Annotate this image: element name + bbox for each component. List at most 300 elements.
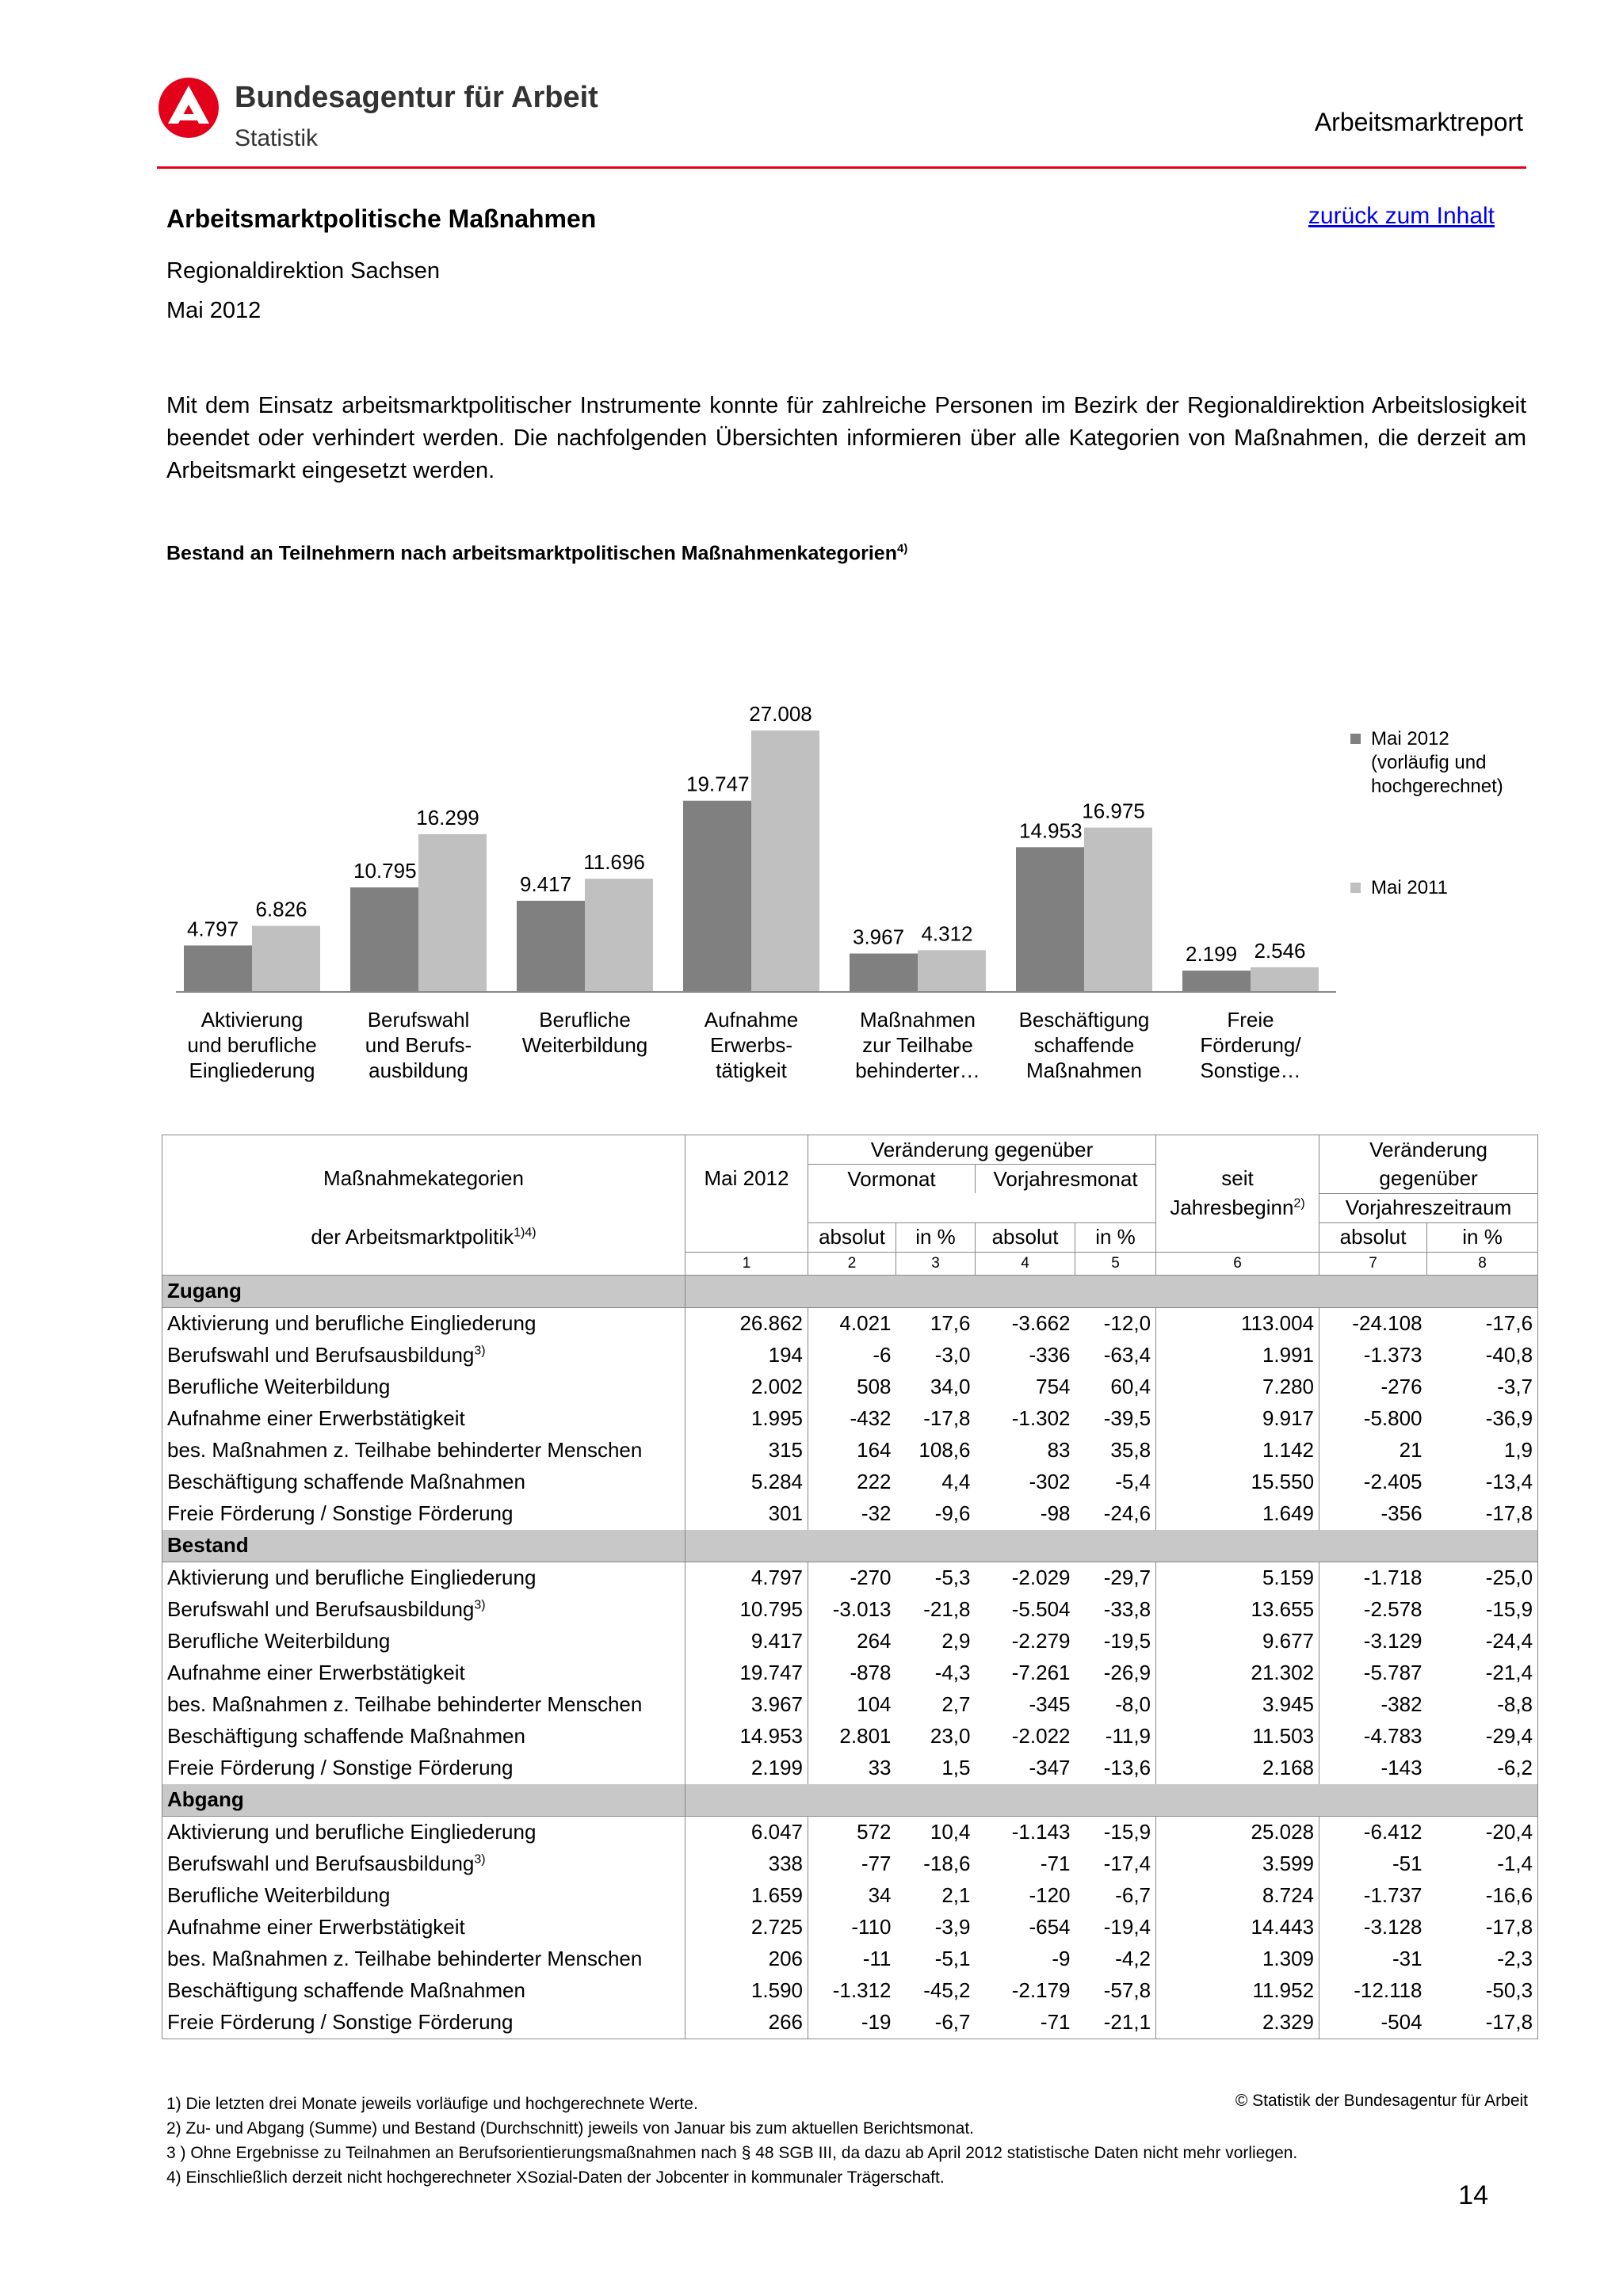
- cell-value: -19: [808, 2007, 896, 2039]
- cell-value: -4,3: [934, 1661, 971, 1684]
- cell-value: -3,0: [934, 1343, 971, 1367]
- header-cell-blank: [685, 1135, 808, 1165]
- cell-value: -5,1: [934, 1947, 971, 1970]
- cell-value: -5.787: [1363, 1661, 1423, 1684]
- section-fill: [685, 1784, 1538, 1817]
- category-label: Freie: [1227, 1008, 1274, 1032]
- category-label: Förderung/: [1200, 1033, 1301, 1057]
- bar-1-0: [252, 926, 320, 992]
- row-footnote: 3): [474, 1852, 486, 1867]
- cell-value: 6.047: [685, 1816, 808, 1848]
- cell-value: -98: [1040, 1501, 1071, 1525]
- cell-value: 1,9: [1427, 1435, 1538, 1466]
- cell-value: -356: [1381, 1501, 1423, 1525]
- cell-value: -11: [862, 1947, 892, 1970]
- bar-label-0-5: 14.953: [1019, 818, 1083, 843]
- cell-value: -1.737: [1363, 1883, 1423, 1907]
- cell-value: -5,4: [1075, 1466, 1156, 1498]
- cell-value: -16,6: [1427, 1880, 1538, 1912]
- cell-value: 1.309: [1156, 1943, 1319, 1975]
- cell-value: -6.412: [1363, 1820, 1423, 1844]
- table-row: [162, 1943, 1538, 1975]
- legend-label: Mai 2011: [1371, 877, 1448, 898]
- cell-value: -8,0: [1075, 1689, 1156, 1721]
- row-label: Beschäftigung schaffende Maßnahmen: [162, 1975, 685, 2007]
- cell-value: -3,9: [934, 1915, 971, 1939]
- bar-0-0: [184, 945, 252, 992]
- cell-value: -9,6: [934, 1501, 971, 1525]
- cell-value: -2,3: [1427, 1943, 1538, 1975]
- section-fill: [685, 1530, 1538, 1562]
- measures-table: [162, 1135, 1538, 2039]
- cell-value: 3.967: [685, 1689, 808, 1721]
- cell-value: 9.677: [1156, 1626, 1319, 1657]
- col-number: 3: [896, 1252, 976, 1275]
- cell-value: -345: [1029, 1692, 1071, 1716]
- row-footnote: 3): [474, 1344, 486, 1358]
- cell-value: -9: [1052, 1947, 1071, 1970]
- bar-0-1: [350, 887, 418, 992]
- table-row: [162, 1498, 1538, 1530]
- cell-value: -6,7: [1075, 1880, 1156, 1912]
- cell-value: -36,9: [1427, 1403, 1538, 1435]
- cell-value: -3.013: [832, 1597, 892, 1621]
- row-label: bes. Maßnahmen z. Teilhabe behinderter Menschen: [162, 1689, 685, 1721]
- cell-value: -45,2: [923, 1978, 971, 2002]
- category-label: zur Teilhabe: [862, 1033, 973, 1057]
- table-row: [162, 1657, 1538, 1689]
- header-cat2: der Arbeitsmarktpolitik$^{1)4)}$: [162, 1222, 685, 1252]
- participants-bar-chart: [158, 673, 1522, 1085]
- bar-label-1-4: 4.312: [921, 921, 973, 946]
- col-number: 5: [1075, 1252, 1156, 1275]
- report-month: Mai 2012: [166, 298, 262, 323]
- category-label: Weiterbildung: [521, 1033, 648, 1057]
- cell-value: 23,0: [930, 1724, 971, 1748]
- cell-value: -2.279: [1011, 1629, 1071, 1653]
- cell-value: -21,1: [1075, 2007, 1156, 2039]
- cell-value: -26,9: [1075, 1657, 1156, 1689]
- cell-value: 9.417: [685, 1626, 808, 1657]
- cell-value: -12,0: [1075, 1307, 1156, 1340]
- header-seit2-footnote: 2): [1293, 1196, 1305, 1211]
- bar-label-1-1: 16.299: [416, 805, 479, 830]
- report-title: Arbeitsmarktreport: [1314, 108, 1523, 136]
- cell-value: 338: [685, 1848, 808, 1880]
- cell-value: 194: [685, 1340, 808, 1371]
- cell-value: -1.143: [1011, 1820, 1071, 1844]
- cell-value: -77: [861, 1852, 892, 1875]
- cell-value: 3.599: [1156, 1848, 1319, 1880]
- cell-value: -432: [850, 1406, 892, 1430]
- bar-label-0-1: 10.795: [353, 859, 417, 883]
- row-label: Berufliche Weiterbildung: [162, 1626, 685, 1657]
- header-absolut: absolut: [976, 1222, 1075, 1252]
- cell-value: 266: [685, 2007, 808, 2039]
- legend-swatch-1: [1350, 883, 1361, 893]
- table-row: [162, 1403, 1538, 1435]
- cell-value: 7.280: [1156, 1371, 1319, 1403]
- cell-value: 2.002: [685, 1371, 808, 1403]
- cell-value: -3.662: [1011, 1311, 1071, 1335]
- header-cell-blank: [162, 1193, 685, 1222]
- bar-label-1-6: 2.546: [1254, 938, 1306, 963]
- header-cat2-footnote: 1)4): [514, 1226, 537, 1240]
- cell-value: -5.504: [1011, 1597, 1071, 1621]
- table-row: [162, 1975, 1538, 2007]
- category-label: behinderter…: [855, 1058, 980, 1082]
- row-label: Berufswahl und Berufsausbildung$^{3)}$: [162, 1340, 685, 1371]
- cell-value: 572: [857, 1820, 892, 1844]
- bar-0-2: [517, 901, 585, 992]
- table-row: [162, 1371, 1538, 1403]
- col-number: 6: [1156, 1252, 1319, 1275]
- cell-value: -1.718: [1363, 1566, 1423, 1589]
- header-seit2: Jahresbeginn$^{2)}$: [1156, 1193, 1319, 1222]
- cell-value: 4.797: [685, 1562, 808, 1594]
- cell-value: -51: [1392, 1852, 1423, 1875]
- table-row: [162, 1721, 1538, 1753]
- cell-value: -336: [1029, 1343, 1071, 1367]
- bar-0-4: [850, 954, 918, 992]
- header-divider: [157, 166, 1526, 169]
- cell-value: 21: [1399, 1438, 1423, 1462]
- bar-1-6: [1251, 967, 1319, 992]
- category-label: Sonstige…: [1200, 1058, 1301, 1082]
- cell-value: 2.199: [685, 1753, 808, 1784]
- table-row: [162, 1435, 1538, 1466]
- cell-value: 301: [685, 1498, 808, 1530]
- bar-label-1-0: 6.826: [255, 897, 307, 921]
- cell-value: 11.503: [1156, 1721, 1319, 1753]
- table-row: [162, 1466, 1538, 1498]
- cell-value: 21.302: [1156, 1657, 1319, 1689]
- cell-value: 4,4: [941, 1470, 971, 1493]
- cell-value: -276: [1381, 1375, 1423, 1398]
- cell-value: 2,1: [941, 1883, 971, 1907]
- row-label: Berufswahl und Berufsausbildung$^{3)}$: [162, 1848, 685, 1880]
- cell-value: 19.747: [685, 1657, 808, 1689]
- category-label: und berufliche: [187, 1033, 317, 1057]
- col-number: 7: [1319, 1252, 1427, 1275]
- cell-value: -17,8: [1427, 2007, 1538, 2039]
- header-seit1: seit: [1156, 1165, 1319, 1194]
- header-cell-blank: [1156, 1222, 1319, 1252]
- bar-label-0-0: 4.797: [187, 917, 239, 941]
- category-label: Aktivierung: [200, 1008, 304, 1032]
- bar-1-2: [585, 879, 653, 992]
- cell-value: 2,7: [941, 1692, 971, 1716]
- section-title: Abgang: [162, 1784, 685, 1817]
- cell-value: 113.004: [1156, 1307, 1319, 1340]
- cell-value: -120: [1029, 1883, 1071, 1907]
- table-row: [162, 1689, 1538, 1721]
- header-absolut: absolut: [808, 1222, 896, 1252]
- copyright: © Statistik der Bundesagentur für Arbeit: [1235, 2092, 1528, 2110]
- bar-label-0-3: 19.747: [686, 772, 750, 796]
- cell-value: 1.659: [685, 1880, 808, 1912]
- header-inpct: in %: [1427, 1222, 1538, 1252]
- cell-value: -24,6: [1075, 1498, 1156, 1530]
- cell-value: 1.142: [1156, 1435, 1319, 1466]
- cell-value: -71: [976, 2007, 1075, 2039]
- cell-value: 33: [868, 1756, 892, 1779]
- cell-value: 164: [857, 1438, 892, 1462]
- category-label: Beschäftigung: [1018, 1008, 1150, 1032]
- category-label: tätigkeit: [716, 1058, 787, 1082]
- legend-label: hochgerechnet): [1371, 776, 1503, 797]
- cell-value: -17,8: [1427, 1498, 1538, 1530]
- section-header-row: [162, 1784, 1538, 1817]
- cell-value: -15,9: [1427, 1594, 1538, 1626]
- cell-value: 2,9: [941, 1629, 971, 1653]
- cell-value: 5.159: [1156, 1562, 1319, 1594]
- legend-swatch-0: [1350, 734, 1361, 744]
- cell-value: -71: [1040, 1852, 1071, 1875]
- bar-1-3: [751, 730, 819, 992]
- header-cell-blank: [685, 1222, 808, 1252]
- row-label: Aufnahme einer Erwerbstätigkeit: [162, 1403, 685, 1435]
- header-change2b: gegenüber: [1319, 1165, 1538, 1194]
- intro-paragraph: Mit dem Einsatz arbeitsmarktpolitischer Instrumente konnte für zahlreiche Personen im Bezirk der Regionaldirektion Arbeitslosigkeit beendet oder verhindert werden. Die nachfolgenden Übersichten informieren über alle Kategorien von Maßnahmen, die derzeit am Arbeitsmarkt eingesetzt werden.: [166, 393, 1526, 483]
- category-label: Aufnahme: [704, 1008, 799, 1032]
- row-label: bes. Maßnahmen z. Teilhabe behinderter Menschen: [162, 1943, 685, 1975]
- cell-value: 26.862: [685, 1307, 808, 1340]
- cell-value: 2.725: [685, 1912, 808, 1943]
- category-label: und Berufs-: [365, 1033, 472, 1057]
- legend-label: Mai 2012: [1371, 728, 1449, 749]
- cell-value: 2.801: [839, 1724, 892, 1748]
- cell-value: -302: [1029, 1470, 1071, 1493]
- footnote: 2) Zu- und Abgang (Summe) und Bestand (Durchschnitt) jeweils von Januar bis zum aktuellen Berichtsmonat.: [166, 2119, 974, 2138]
- cell-value: 104: [857, 1692, 892, 1716]
- header-vormonat: Vormonat: [808, 1165, 976, 1194]
- header-inpct: in %: [896, 1222, 976, 1252]
- cell-value: -63,4: [1075, 1340, 1156, 1371]
- cell-value: -382: [1381, 1692, 1423, 1716]
- row-label: Beschäftigung schaffende Maßnahmen: [162, 1721, 685, 1753]
- row-label: Berufswahl und Berufsausbildung$^{3)}$: [162, 1594, 685, 1626]
- cell-value: 315: [685, 1435, 808, 1466]
- cell-value: -3,7: [1427, 1371, 1538, 1403]
- row-label: Aktivierung und berufliche Eingliederung: [162, 1816, 685, 1848]
- header-mai: Mai 2012: [685, 1165, 808, 1194]
- header-absolut: absolut: [1319, 1222, 1427, 1252]
- cell-value: 1,5: [941, 1756, 971, 1779]
- cell-value: -25,0: [1427, 1562, 1538, 1594]
- cell-value: 35,8: [1075, 1435, 1156, 1466]
- bar-0-6: [1182, 971, 1251, 992]
- cell-value: -2.022: [1011, 1724, 1071, 1748]
- section-fill: [685, 1275, 1538, 1307]
- cell-value: 34,0: [930, 1375, 971, 1398]
- cell-value: -143: [1381, 1756, 1423, 1779]
- cell-value: 25.028: [1156, 1816, 1319, 1848]
- cell-value: 34: [868, 1883, 892, 1907]
- bar-1-1: [418, 834, 487, 992]
- cell-value: -19,5: [1075, 1626, 1156, 1657]
- cell-value: 9.917: [1156, 1403, 1319, 1435]
- cell-value: -1.312: [832, 1978, 892, 2002]
- cell-value: 10.795: [685, 1594, 808, 1626]
- cell-value: 1.590: [685, 1975, 808, 2007]
- row-label: Freie Förderung / Sonstige Förderung: [162, 2007, 685, 2039]
- cell-value: -6,7: [896, 2007, 976, 2039]
- back-to-contents-link[interactable]: zurück zum Inhalt: [1308, 203, 1495, 229]
- cell-value: 1.991: [1156, 1340, 1319, 1371]
- cell-value: -29,4: [1427, 1721, 1538, 1753]
- cell-value: -2.029: [1011, 1566, 1071, 1589]
- cell-value: 2.168: [1156, 1753, 1319, 1784]
- category-label: Erwerbs-: [709, 1033, 793, 1057]
- row-label: Beschäftigung schaffende Maßnahmen: [162, 1466, 685, 1498]
- col-number: 2: [808, 1252, 896, 1275]
- table-row: [162, 1848, 1538, 1880]
- cell-value: -3.129: [1363, 1629, 1423, 1653]
- cell-value: -24,4: [1427, 1626, 1538, 1657]
- cell-value: 10,4: [930, 1820, 971, 1844]
- row-label: Berufliche Weiterbildung: [162, 1371, 685, 1403]
- cell-value: -654: [1029, 1915, 1071, 1939]
- cell-value: -1.302: [1011, 1406, 1071, 1430]
- category-label: Maßnahmen: [860, 1008, 976, 1032]
- cell-value: -878: [850, 1661, 892, 1684]
- cell-value: -21,8: [923, 1597, 971, 1621]
- cell-value: -24.108: [1352, 1311, 1423, 1335]
- cell-value: -270: [850, 1566, 892, 1589]
- header-cell-blank: [162, 1252, 685, 1275]
- cell-value: 1.649: [1156, 1498, 1319, 1530]
- bar-1-5: [1084, 828, 1152, 992]
- category-label: Berufswahl: [367, 1008, 470, 1032]
- row-label: Freie Förderung / Sonstige Förderung: [162, 1753, 685, 1784]
- cell-value: -347: [1029, 1756, 1071, 1779]
- table-row: [162, 1340, 1538, 1371]
- category-label: schaffende: [1033, 1033, 1135, 1057]
- cell-value: -3.128: [1363, 1915, 1423, 1939]
- cell-value: 222: [857, 1470, 892, 1493]
- cell-value: -2.405: [1363, 1470, 1423, 1493]
- cell-value: -6,2: [1427, 1753, 1538, 1784]
- cell-value: 108,6: [918, 1438, 971, 1462]
- bar-label-1-5: 16.975: [1082, 799, 1145, 823]
- cell-value: 4.021: [839, 1311, 892, 1335]
- row-footnote: 3): [474, 1598, 486, 1612]
- chart-title: Bestand an Teilnehmern nach arbeitsmarktpolitischen Maßnahmenkategorien$^{4)}$: [166, 542, 908, 564]
- ba-logo-icon: [157, 76, 220, 139]
- cell-value: -2.578: [1363, 1597, 1423, 1621]
- cell-value: 15.550: [1156, 1466, 1319, 1498]
- cell-value: -17,8: [923, 1406, 971, 1430]
- bar-label-1-2: 11.696: [583, 850, 645, 875]
- cell-value: -17,6: [1427, 1307, 1538, 1340]
- row-label: Aktivierung und berufliche Eingliederung: [162, 1562, 685, 1594]
- cell-value: 508: [857, 1375, 892, 1398]
- cell-value: -4.783: [1363, 1724, 1423, 1748]
- row-label: Aktivierung und berufliche Eingliederung: [162, 1307, 685, 1340]
- org-subtitle: Statistik: [235, 125, 319, 151]
- cell-value: -7.261: [1011, 1661, 1071, 1684]
- cell-value: 206: [685, 1943, 808, 1975]
- row-label: Aufnahme einer Erwerbstätigkeit: [162, 1912, 685, 1943]
- col-number: 4: [976, 1252, 1075, 1275]
- row-label: bes. Maßnahmen z. Teilhabe behinderter Menschen: [162, 1435, 685, 1466]
- cell-value: 3.945: [1156, 1689, 1319, 1721]
- cell-value: -33,8: [1075, 1594, 1156, 1626]
- cell-value: 1.995: [685, 1403, 808, 1435]
- header-cat1: Maßnahmekategorien: [162, 1165, 685, 1194]
- cell-value: -17,8: [1427, 1912, 1538, 1943]
- table-row: [162, 1753, 1538, 1784]
- col-number: 8: [1427, 1252, 1538, 1275]
- header-cell-blank: [162, 1135, 685, 1165]
- header-inpct: in %: [1075, 1222, 1156, 1252]
- cell-value: -504: [1319, 2007, 1427, 2039]
- cell-value: -39,5: [1075, 1403, 1156, 1435]
- category-label: Maßnahmen: [1026, 1058, 1142, 1082]
- cell-value: 14.443: [1156, 1912, 1319, 1943]
- cell-value: 2.329: [1156, 2007, 1319, 2039]
- cell-value: 264: [857, 1629, 892, 1653]
- header-change2a: Veränderung: [1319, 1135, 1538, 1165]
- table-row: [162, 1594, 1538, 1626]
- cell-value: -13,6: [1075, 1753, 1156, 1784]
- category-label: Berufliche: [539, 1008, 631, 1032]
- legend-label: (vorläufig und: [1371, 752, 1487, 773]
- cell-value: 14.953: [685, 1721, 808, 1753]
- col-number: 1: [685, 1252, 808, 1275]
- bar-0-3: [683, 801, 751, 992]
- table-row: [162, 1880, 1538, 1912]
- cell-value: -18,6: [923, 1852, 971, 1875]
- row-label: Berufliche Weiterbildung: [162, 1880, 685, 1912]
- footnote: 3 ) Ohne Ergebnisse zu Teilnahmen an Berufsorientierungsmaßnahmen nach § 48 SGB III, da dazu ab April 2012 statistische Daten nicht mehr vorliegen.: [166, 2144, 1298, 2162]
- header-vorjahresmonat: Vorjahresmonat: [976, 1165, 1156, 1194]
- section-title: Bestand: [162, 1530, 685, 1562]
- cell-value: 83: [1047, 1438, 1071, 1462]
- table-row: [162, 1816, 1538, 1848]
- cell-value: -31: [1392, 1947, 1423, 1970]
- cell-value: -11,9: [1075, 1721, 1156, 1753]
- table-row: [162, 1912, 1538, 1943]
- cell-value: -29,7: [1075, 1562, 1156, 1594]
- cell-value: -6: [873, 1343, 892, 1367]
- cell-value: -8,8: [1427, 1689, 1538, 1721]
- section-header-row: [162, 1530, 1538, 1562]
- cell-value: -57,8: [1075, 1975, 1156, 2007]
- cell-value: 11.952: [1156, 1975, 1319, 2007]
- cell-value: -110: [851, 1915, 892, 1939]
- footnote: 1) Die letzten drei Monate jeweils vorläufige und hochgerechnete Werte.: [166, 2095, 698, 2113]
- bar-label-1-3: 27.008: [749, 702, 812, 726]
- cell-value: 60,4: [1075, 1371, 1156, 1403]
- header-cell-blank: [808, 1193, 1156, 1222]
- cell-value: -40,8: [1427, 1340, 1538, 1371]
- section-header-row: [162, 1275, 1538, 1307]
- cell-value: -21,4: [1427, 1657, 1538, 1689]
- cell-value: -13,4: [1427, 1466, 1538, 1498]
- row-label: Aufnahme einer Erwerbstätigkeit: [162, 1657, 685, 1689]
- bar-label-0-2: 9.417: [520, 871, 572, 896]
- org-name: Bundesagentur für Arbeit: [235, 81, 598, 114]
- header-vorjahreszeitraum: Vorjahreszeitraum: [1319, 1193, 1538, 1222]
- category-label: Eingliederung: [189, 1058, 315, 1082]
- cell-value: -20,4: [1427, 1816, 1538, 1848]
- cell-value: -50,3: [1427, 1975, 1538, 2007]
- table-row: [162, 1307, 1538, 1340]
- footnote: 4) Einschließlich derzeit nicht hochgerechneter XSozial-Daten der Jobcenter in kommunaler Trägerschaft.: [166, 2168, 945, 2187]
- cell-value: 8.724: [1156, 1880, 1319, 1912]
